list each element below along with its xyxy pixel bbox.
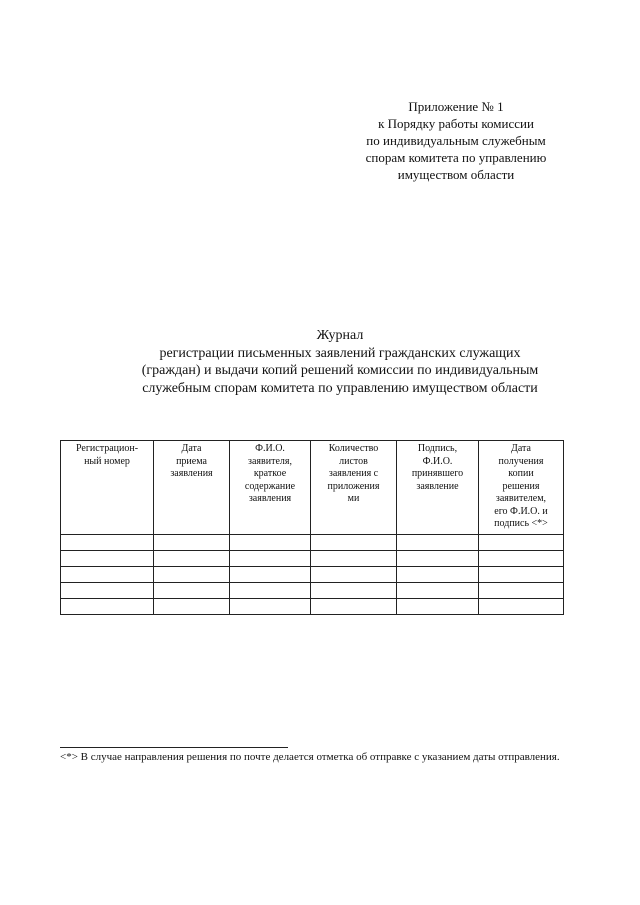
- table-row: [61, 566, 564, 582]
- table-cell: [479, 598, 564, 614]
- header-registration-number: Регистрацион- ный номер: [61, 441, 154, 535]
- table-row: [61, 534, 564, 550]
- table-cell: [230, 550, 311, 566]
- table-cell: [479, 566, 564, 582]
- table-cell: [479, 550, 564, 566]
- table-cell: [154, 550, 230, 566]
- table-cell: [311, 550, 397, 566]
- table-cell: [230, 534, 311, 550]
- appendix-header: [300, 98, 612, 183]
- table-body: [61, 534, 564, 614]
- table-cell: [479, 534, 564, 550]
- header-sheet-count: Количество листов заявления с приложения ми: [311, 441, 397, 535]
- table-cell: [230, 566, 311, 582]
- table-cell: [154, 566, 230, 582]
- table-cell: [154, 534, 230, 550]
- table-header-row: [61, 441, 564, 535]
- journal-title-line: Журнал: [316, 328, 364, 343]
- appendix-line: спорам комитета по управлению: [365, 150, 547, 165]
- table-cell: [397, 598, 479, 614]
- table-cell: [311, 534, 397, 550]
- table-cell: [311, 566, 397, 582]
- table-cell: [397, 534, 479, 550]
- journal-title-line: служебным спорам комитета по управлению имуществом области: [142, 380, 538, 396]
- header-receipt-date: Дата приема заявления: [154, 441, 230, 535]
- table-cell: [154, 582, 230, 598]
- table-cell: [397, 582, 479, 598]
- appendix-line: Приложение № 1: [408, 99, 504, 114]
- header-copy-received-date: Дата получения копии решения заявителем, его Ф.И.О. и подпись <*>: [479, 441, 564, 535]
- appendix-line: имуществом области: [397, 167, 515, 182]
- appendix-line: к Порядку работы комиссии: [378, 116, 534, 131]
- table-cell: [154, 598, 230, 614]
- footnote: <*> В случае направления решения по почте делается отметка об отправке с указанием даты отправления.: [60, 751, 560, 763]
- journal-title-line: регистрации письменных заявлений гражданских служащих: [159, 345, 521, 361]
- header-applicant-name: Ф.И.О. заявителя, краткое содержание заявления: [230, 441, 311, 535]
- table-cell: [61, 534, 154, 550]
- table-row: [61, 598, 564, 614]
- table-row: [61, 582, 564, 598]
- table-cell: [230, 598, 311, 614]
- table-cell: [479, 582, 564, 598]
- table-cell: [311, 582, 397, 598]
- journal-title-line: (граждан) и выдачи копий решений комиссии по индивидуальным: [141, 363, 539, 378]
- header-receiver-signature: Подпись, Ф.И.О. принявшего заявление: [397, 441, 479, 535]
- appendix-line: по индивидуальным служебным: [366, 133, 546, 148]
- journal-table: [60, 440, 564, 615]
- table-cell: [61, 550, 154, 566]
- table-cell: [311, 598, 397, 614]
- table-cell: [61, 598, 154, 614]
- table-cell: [61, 566, 154, 582]
- table-cell: [230, 582, 311, 598]
- journal-title: [60, 327, 620, 397]
- footnote-divider: [60, 747, 288, 748]
- table-cell: [397, 550, 479, 566]
- table-cell: [61, 582, 154, 598]
- table-cell: [397, 566, 479, 582]
- table-row: [61, 550, 564, 566]
